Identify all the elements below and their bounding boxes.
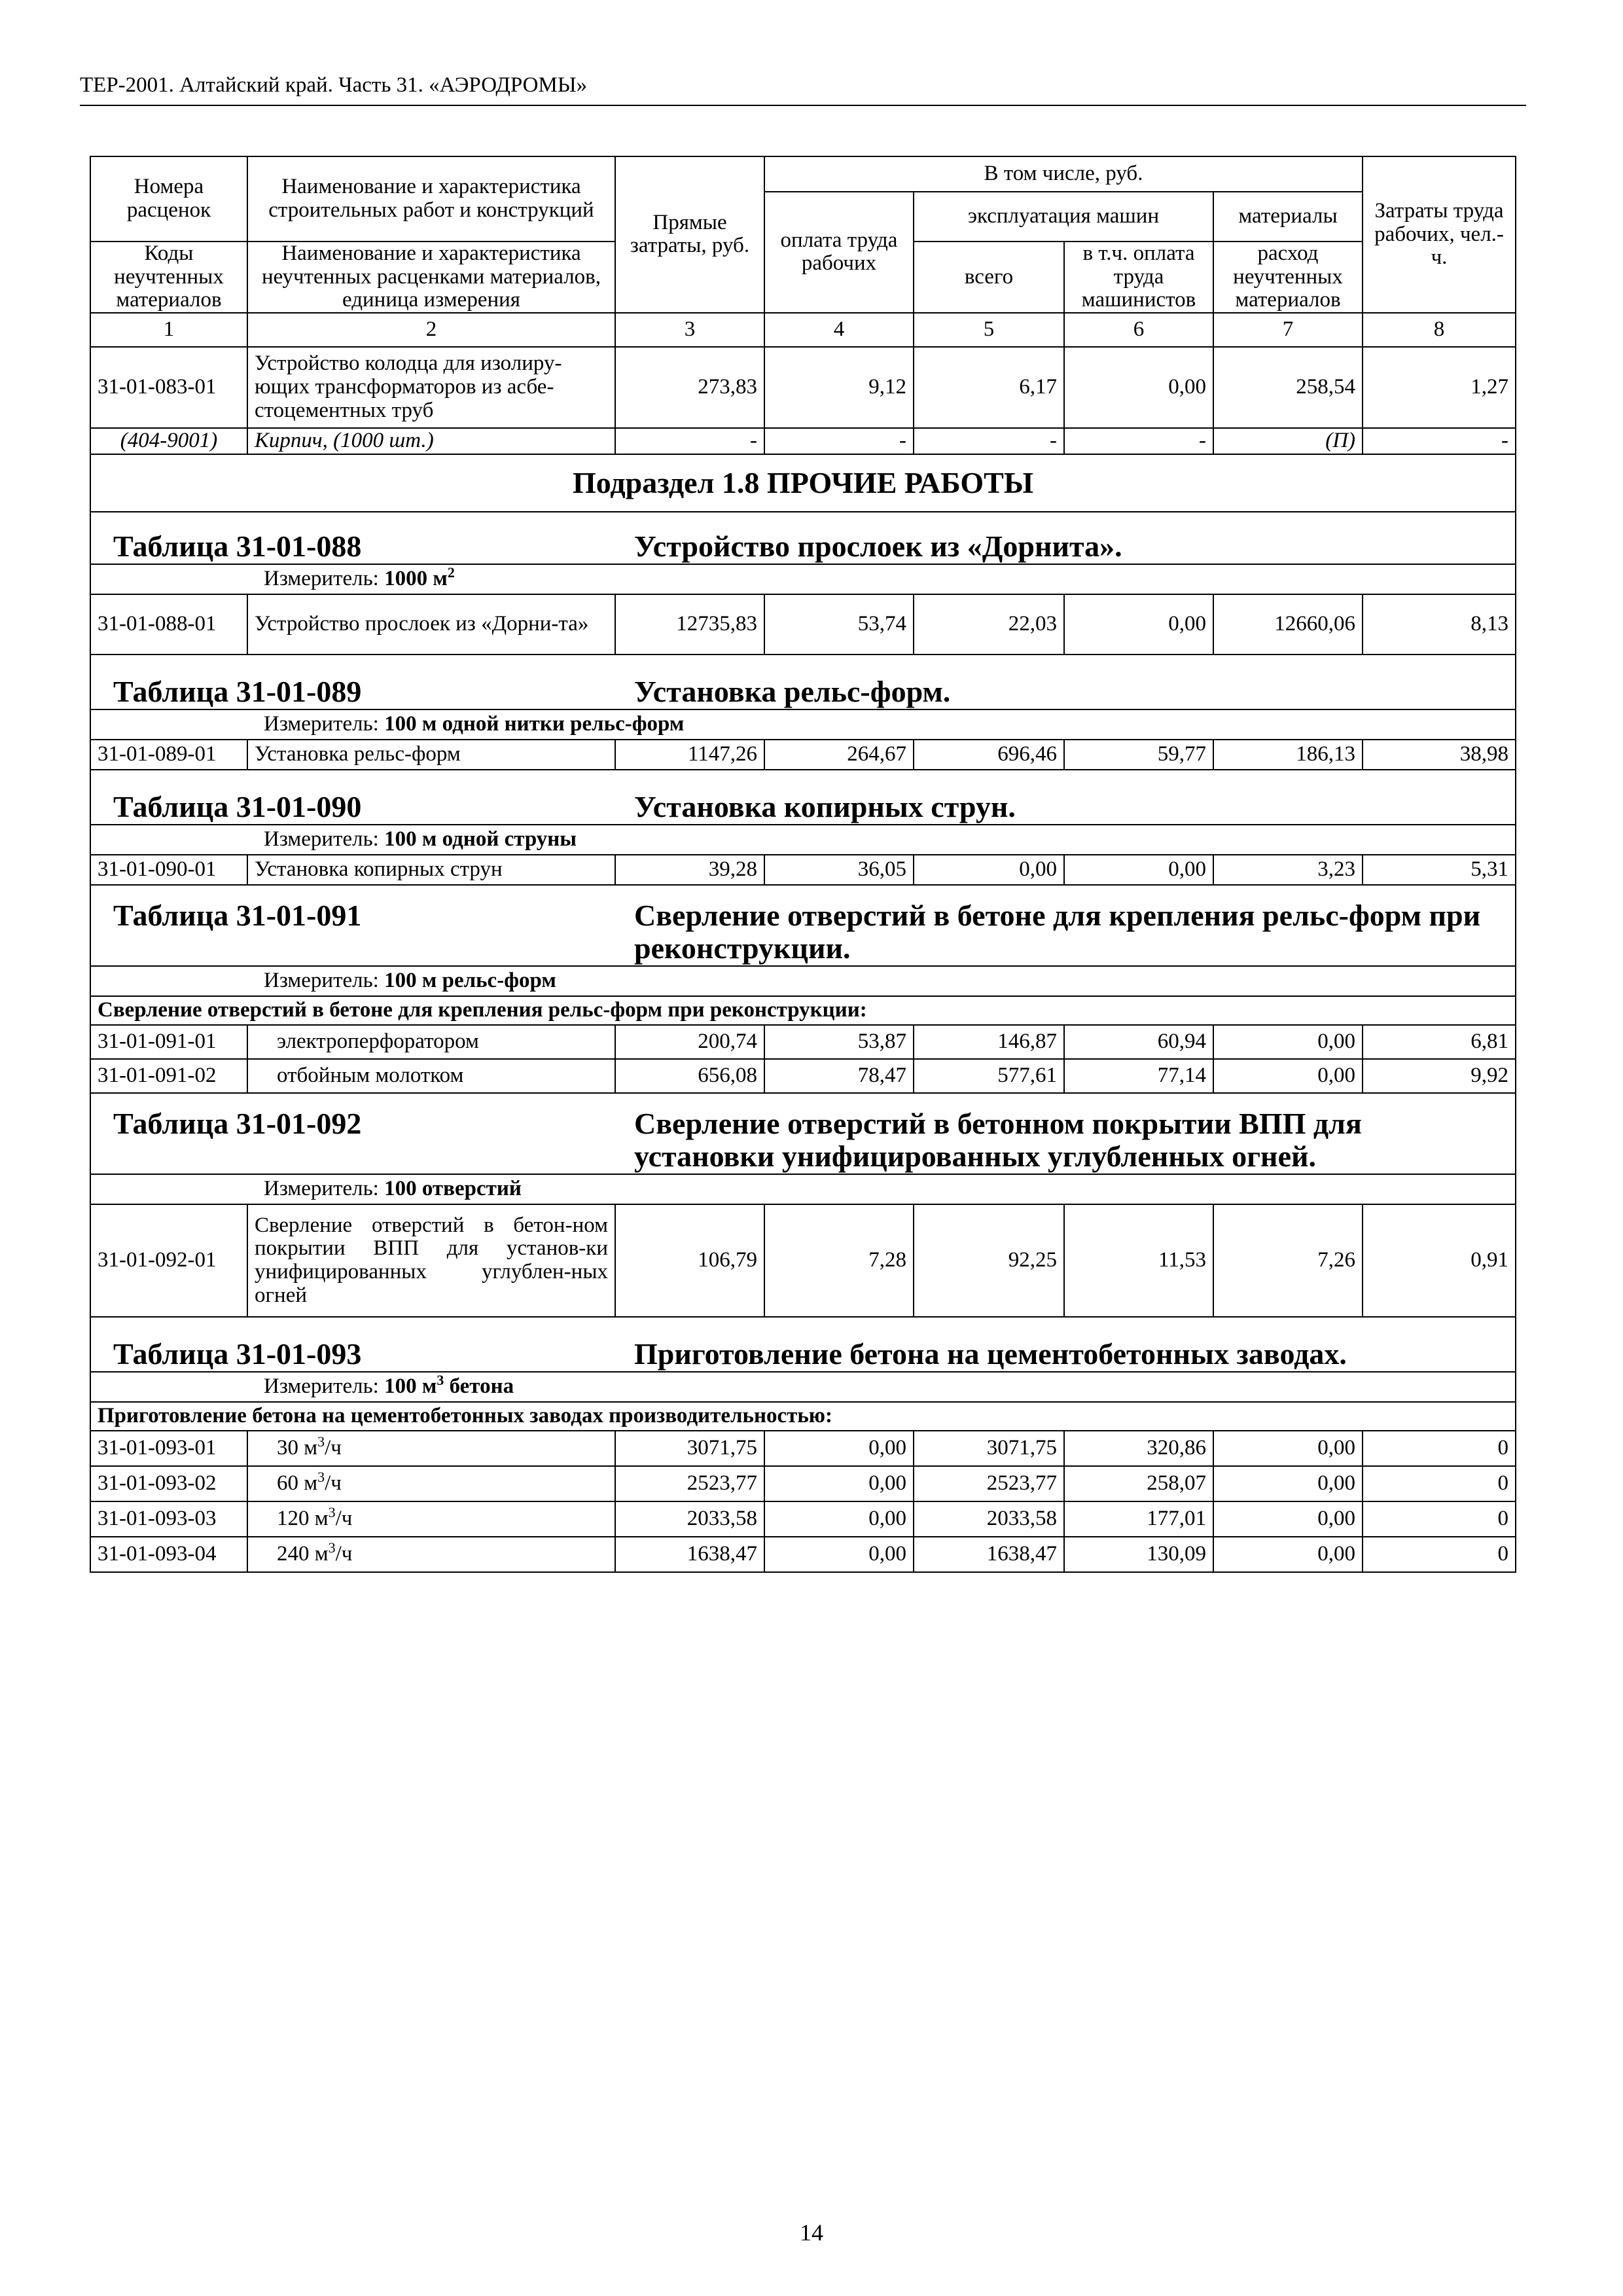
rate-code: 31-01-093-03 (90, 1501, 247, 1537)
meter-label: Измеритель: (264, 567, 379, 591)
meter-unit (384, 564, 455, 591)
labor-pay: 36,05 (764, 855, 914, 885)
table-row (90, 1431, 1516, 1466)
machine-total: 1638,47 (914, 1537, 1064, 1572)
labor-pay: 53,87 (764, 1025, 914, 1059)
labor-hours: 0 (1363, 1466, 1516, 1501)
rate-code: 31-01-091-01 (90, 1025, 247, 1059)
meter-unit (384, 1177, 522, 1200)
labor-hours: 5,31 (1363, 855, 1516, 885)
operators-pay: 60,94 (1064, 1025, 1213, 1059)
table-row (90, 1537, 1516, 1572)
materials: 0,00 (1213, 1059, 1363, 1093)
meter-unit-exponent: 2 (447, 564, 455, 581)
table-row (90, 1059, 1516, 1093)
rate-code: 31-01-091-02 (90, 1059, 247, 1093)
rate-name-text: отбойным молотком (277, 1064, 464, 1088)
meter-cell (90, 1174, 1516, 1204)
meter (98, 1372, 1508, 1399)
meter-cell (90, 1372, 1516, 1402)
rate-name (247, 1204, 615, 1317)
direct-costs: 2523,77 (615, 1466, 764, 1501)
operators-pay: 130,09 (1064, 1537, 1213, 1572)
header-codes: Номера расценок (90, 156, 247, 242)
header-operators-pay: в т.ч. оплата труда машинистов (1064, 242, 1213, 313)
materials: 3,23 (1213, 855, 1363, 885)
materials: 0,00 (1213, 1501, 1363, 1537)
rate-name-text: Установка копирных струн (255, 857, 503, 882)
direct-costs: 273,83 (615, 347, 764, 428)
meter (98, 969, 1508, 993)
meter (98, 1177, 1508, 1201)
machine-total: - (914, 428, 1064, 454)
labor-pay: 78,47 (764, 1059, 914, 1093)
capacity-label (255, 1539, 353, 1566)
table-row (90, 855, 1516, 885)
materials: 0,00 (1213, 1025, 1363, 1059)
meter-cell (90, 966, 1516, 996)
table-name: Установка рельс-форм. (634, 675, 951, 709)
direct-costs: 39,28 (615, 855, 764, 885)
rate-code: 31-01-083-01 (90, 347, 247, 428)
machine-total: 92,25 (914, 1204, 1064, 1317)
material-code: (404-9001) (90, 428, 247, 454)
meter-cell (90, 564, 1516, 594)
rate-name: Устройство колодца для изолиру-ющих трансформаторов из асбе-стоцементных труб (247, 347, 615, 428)
meter-unit-text: 1000 м (384, 567, 448, 591)
machine-total: 2523,77 (914, 1466, 1064, 1501)
table-heading (98, 1107, 1508, 1174)
header-labor-hours: Затраты труда рабочих, чел.-ч. (1363, 156, 1516, 313)
rate-name (247, 1059, 615, 1093)
header-name: Наименование и характеристика строительных работ и конструкций (247, 156, 615, 242)
machine-total: 577,61 (914, 1059, 1064, 1093)
table-heading (98, 530, 1508, 564)
subsection-cell (90, 454, 1516, 512)
rate-code: 31-01-093-01 (90, 1431, 247, 1466)
table-row (90, 1466, 1516, 1501)
header-unaccounted-materials: расход неучтенных материалов (1213, 242, 1363, 313)
rate-name (247, 1537, 615, 1572)
header-machine-total: всего (914, 242, 1064, 313)
meter (98, 564, 1508, 591)
rate-name (247, 855, 615, 885)
meter-label: Измеритель: (264, 1374, 379, 1399)
labor-pay: 0,00 (764, 1431, 914, 1466)
meter-unit-text: 100 м (384, 1374, 437, 1399)
operators-pay: 0,00 (1064, 347, 1213, 428)
material-name: Кирпич, (1000 шт.) (247, 428, 615, 454)
labor-pay: 0,00 (764, 1537, 914, 1572)
capacity-unit: /ч (335, 1542, 353, 1566)
meter-unit (384, 1374, 514, 1398)
meter-unit-text: 100 м одной струны (384, 827, 577, 852)
page-header: ТЕР-2001. Алтайский край. Часть 31. «АЭРОДРОМЫ» (80, 73, 588, 97)
capacity-exponent: 3 (328, 1539, 336, 1556)
table-heading (98, 899, 1508, 965)
meter-label: Измеритель: (264, 969, 379, 993)
operators-pay: 258,07 (1064, 1466, 1213, 1501)
header-material-names: Наименование и характеристика неучтенных расценками материалов, единица измерения (247, 242, 615, 313)
materials: 258,54 (1213, 347, 1363, 428)
materials: 7,26 (1213, 1204, 1363, 1317)
capacity-unit: /ч (325, 1471, 342, 1496)
table-row (90, 740, 1516, 770)
labor-hours: 0 (1363, 1537, 1516, 1572)
table-number: Таблица 31-01-092 (113, 1106, 362, 1140)
table-row (90, 1204, 1516, 1317)
operators-pay: 59,77 (1064, 740, 1213, 770)
labor-hours: 38,98 (1363, 740, 1516, 770)
group-heading: Приготовление бетона на цементобетонных заводах производительностью: (90, 1402, 1516, 1431)
table-row (90, 1501, 1516, 1537)
capacity-value: 30 м (277, 1436, 318, 1460)
materials: 12660,06 (1213, 594, 1363, 655)
machine-total: 0,00 (914, 855, 1064, 885)
labor-hours: 0 (1363, 1501, 1516, 1537)
table-number: Таблица 31-01-090 (113, 790, 362, 824)
table-title-cell (90, 1093, 1516, 1174)
meter-unit (384, 712, 684, 736)
capacity-value: 240 м (277, 1542, 329, 1566)
capacity-value: 60 м (277, 1471, 318, 1496)
column-number: 8 (1363, 313, 1516, 347)
capacity-unit: /ч (325, 1436, 342, 1460)
table-title-cell (90, 770, 1516, 825)
machine-total: 696,46 (914, 740, 1064, 770)
machine-total: 6,17 (914, 347, 1064, 428)
direct-costs: 1147,26 (615, 740, 764, 770)
header-materials: материалы (1213, 192, 1363, 242)
table-title-cell (90, 512, 1516, 564)
capacity-exponent: 3 (317, 1469, 325, 1486)
meter-unit (384, 827, 577, 851)
labor-hours: 8,13 (1363, 594, 1516, 655)
meter-unit-text: 100 отверстий (384, 1177, 522, 1201)
table-title-cell (90, 885, 1516, 966)
rate-name-text: Устройство прослоек из «Дорни-та» (255, 612, 589, 636)
labor-pay: 9,12 (764, 347, 914, 428)
labor-hours: 1,27 (1363, 347, 1516, 428)
rate-name (247, 1431, 615, 1466)
meter-unit-suffix: бетона (444, 1374, 514, 1399)
rate-code: 31-01-093-04 (90, 1537, 247, 1572)
direct-costs: 656,08 (615, 1059, 764, 1093)
direct-costs: 1638,47 (615, 1537, 764, 1572)
column-number: 5 (914, 313, 1064, 347)
capacity-value: 120 м (277, 1507, 329, 1531)
direct-costs: 3071,75 (615, 1431, 764, 1466)
rate-name-text: Сверление отверстий в бетон-ном покрытии ВПП для установ-ки унифицированных углублен-ных огней (255, 1213, 608, 1307)
rate-code: 31-01-093-02 (90, 1466, 247, 1501)
column-number: 7 (1213, 313, 1363, 347)
meter-unit (384, 969, 556, 992)
page-number: 14 (800, 2219, 823, 2246)
table-row (90, 347, 1516, 428)
rate-name-text: электроперфоратором (277, 1030, 479, 1054)
capacity-exponent: 3 (317, 1433, 325, 1450)
rate-code: 31-01-088-01 (90, 594, 247, 655)
labor-pay: 53,74 (764, 594, 914, 655)
operators-pay: 0,00 (1064, 594, 1213, 655)
operators-pay: 11,53 (1064, 1204, 1213, 1317)
rate-name (247, 1466, 615, 1501)
labor-hours: - (1363, 428, 1516, 454)
capacity-unit: /ч (335, 1507, 353, 1531)
labor-hours: 6,81 (1363, 1025, 1516, 1059)
machine-total: 146,87 (914, 1025, 1064, 1059)
rate-name-text: Установка рельс-форм (255, 742, 461, 766)
table-name: Сверление отверстий в бетоне для крепления рельс-форм при реконструкции. (634, 898, 1481, 965)
column-number: 2 (247, 313, 615, 347)
table-title-cell (90, 655, 1516, 709)
machine-total: 3071,75 (914, 1431, 1064, 1466)
operators-pay: 177,01 (1064, 1501, 1213, 1537)
meter (98, 828, 1508, 852)
meter-cell (90, 825, 1516, 855)
direct-costs: 106,79 (615, 1204, 764, 1317)
meter-unit-exponent: 3 (437, 1372, 444, 1389)
direct-costs: - (615, 428, 764, 454)
direct-costs: 2033,58 (615, 1501, 764, 1537)
table-name: Приготовление бетона на цементобетонных заводах. (634, 1337, 1347, 1371)
header-labor-pay: оплата труда рабочих (764, 192, 914, 313)
table-row (90, 594, 1516, 655)
column-number: 1 (90, 313, 247, 347)
capacity-label (255, 1433, 342, 1460)
operators-pay: 0,00 (1064, 855, 1213, 885)
header-including: В том числе, руб. (764, 156, 1363, 192)
rate-name (247, 1025, 615, 1059)
table-name: Установка копирных струн. (634, 790, 1016, 824)
materials: 0,00 (1213, 1537, 1363, 1572)
column-number: 6 (1064, 313, 1213, 347)
table-title-cell (90, 1317, 1516, 1372)
labor-pay: 0,00 (764, 1501, 914, 1537)
table-row (90, 1025, 1516, 1059)
rate-name (247, 740, 615, 770)
rates-table (90, 156, 1515, 1573)
meter (98, 713, 1508, 736)
column-number: 3 (615, 313, 764, 347)
labor-hours: 0 (1363, 1431, 1516, 1466)
materials: (П) (1213, 428, 1363, 454)
operators-pay: - (1064, 428, 1213, 454)
labor-hours: 0,91 (1363, 1204, 1516, 1317)
materials: 0,00 (1213, 1466, 1363, 1501)
rate-code: 31-01-092-01 (90, 1204, 247, 1317)
subsection-title: Подраздел 1.8 ПРОЧИЕ РАБОТЫ (572, 466, 1034, 500)
header-material-codes: Коды неучтенных материалов (90, 242, 247, 313)
labor-pay: 7,28 (764, 1204, 914, 1317)
materials: 0,00 (1213, 1431, 1363, 1466)
table-name: Устройство прослоек из «Дорнита». (634, 529, 1122, 564)
meter-unit-text: 100 м рельс-форм (384, 969, 556, 993)
table-number: Таблица 31-01-093 (113, 1337, 362, 1371)
rate-name (247, 594, 615, 655)
labor-pay: 0,00 (764, 1466, 914, 1501)
column-number: 4 (764, 313, 914, 347)
header-direct-costs: Прямые затраты, руб. (615, 156, 764, 313)
meter-cell (90, 709, 1516, 740)
rate-name (247, 1501, 615, 1537)
machine-total: 2033,58 (914, 1501, 1064, 1537)
machine-total: 22,03 (914, 594, 1064, 655)
table-number: Таблица 31-01-089 (113, 675, 362, 709)
operators-pay: 320,86 (1064, 1431, 1213, 1466)
operators-pay: 77,14 (1064, 1059, 1213, 1093)
header-machine-operation: эксплуатация машин (914, 192, 1213, 242)
capacity-label (255, 1504, 353, 1531)
meter-unit-text: 100 м одной нитки рельс-форм (384, 712, 685, 736)
labor-pay: - (764, 428, 914, 454)
table-number: Таблица 31-01-091 (113, 898, 362, 932)
labor-pay: 264,67 (764, 740, 914, 770)
capacity-label (255, 1471, 342, 1495)
header-rule (80, 105, 1526, 106)
direct-costs: 12735,83 (615, 594, 764, 655)
table-heading (98, 1338, 1508, 1371)
table-heading (98, 675, 1508, 709)
meter-label: Измеритель: (264, 827, 379, 852)
table-heading (98, 791, 1508, 824)
material-row (90, 428, 1516, 454)
table-number: Таблица 31-01-088 (113, 529, 362, 564)
capacity-exponent: 3 (328, 1504, 336, 1521)
materials: 186,13 (1213, 740, 1363, 770)
meter-label: Измеритель: (264, 712, 379, 736)
rate-code: 31-01-090-01 (90, 855, 247, 885)
table-name: Сверление отверстий в бетонном покрытии ВПП для установки унифицированных углубленных огней. (634, 1106, 1362, 1174)
direct-costs: 200,74 (615, 1025, 764, 1059)
group-heading: Сверление отверстий в бетоне для крепления рельс-форм при реконструкции: (90, 996, 1516, 1025)
labor-hours: 9,92 (1363, 1059, 1516, 1093)
rate-code: 31-01-089-01 (90, 740, 247, 770)
meter-label: Измеритель: (264, 1177, 379, 1201)
